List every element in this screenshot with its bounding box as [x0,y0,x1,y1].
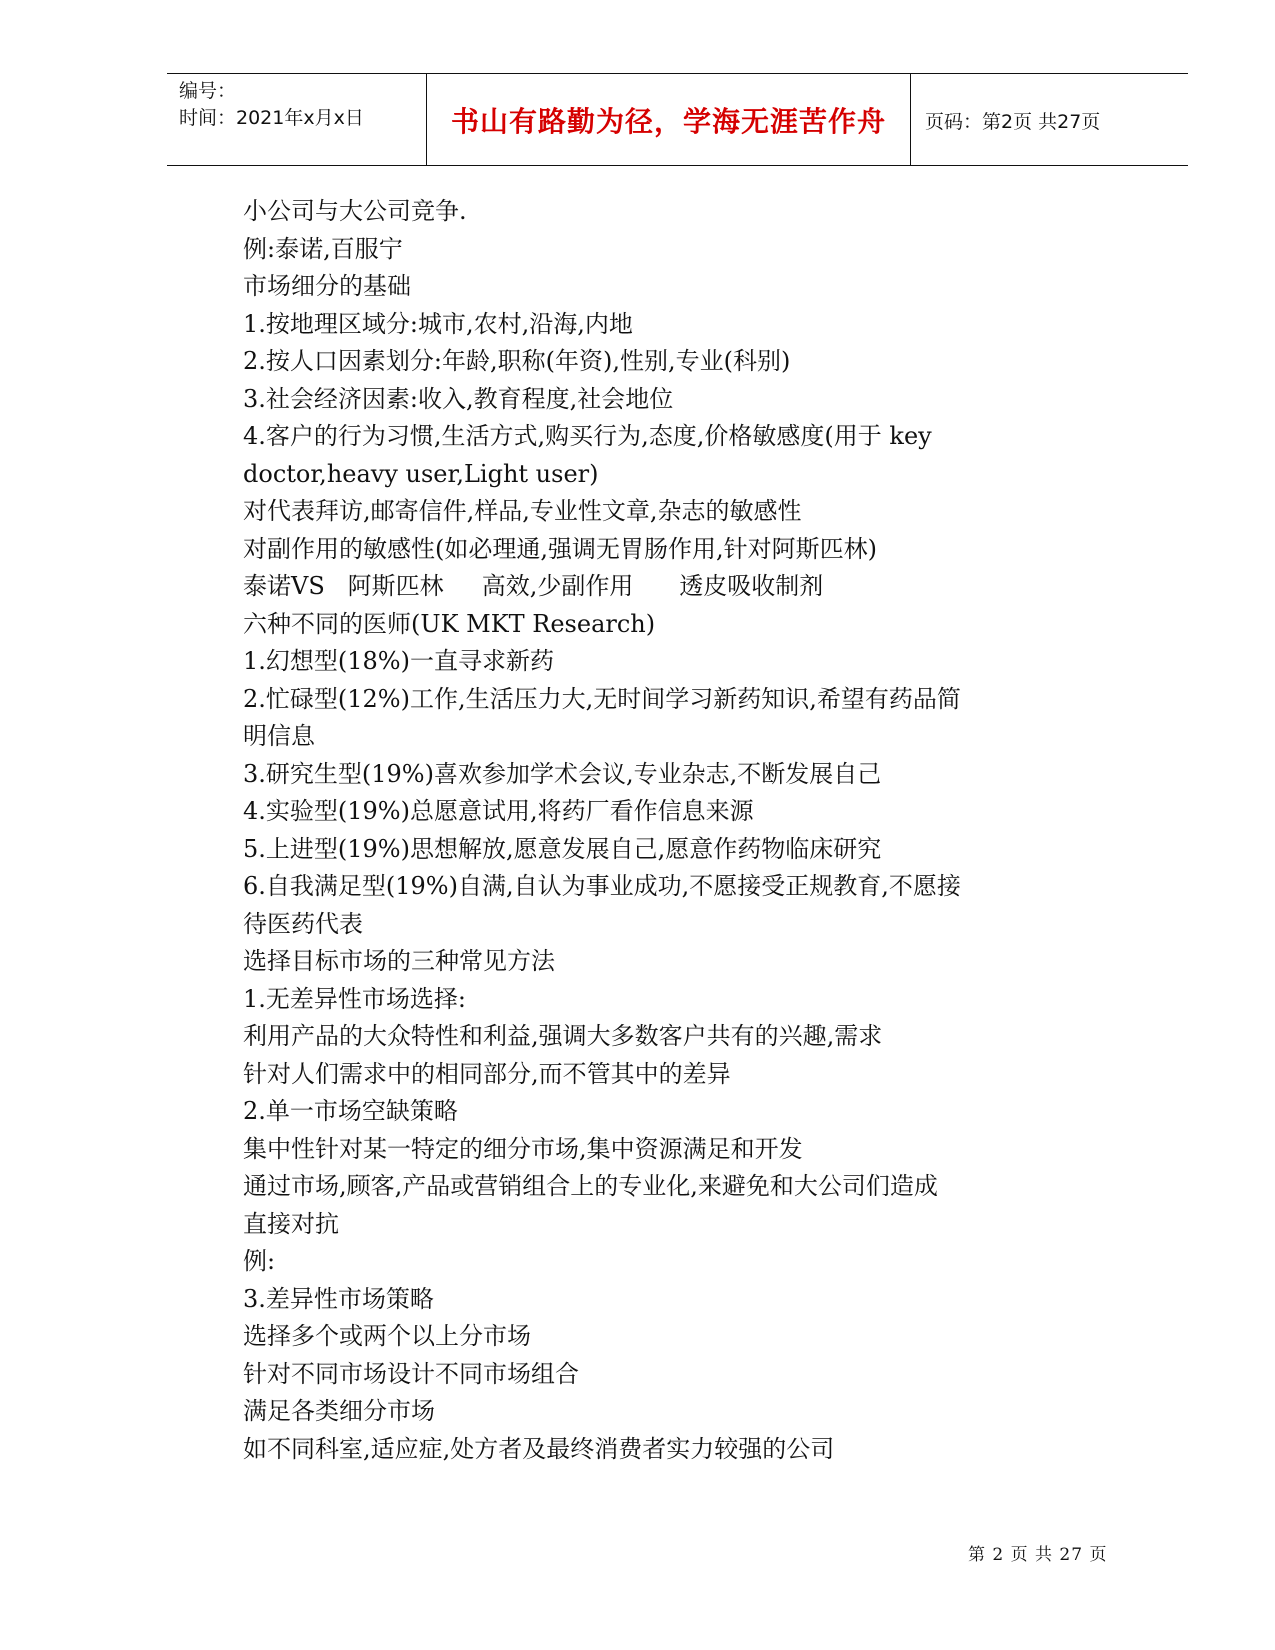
body-line: 6.自我满足型(19%)自满,自认为事业成功,不愿接受正规教育,不愿接 [243,872,961,900]
body-line: 例: [243,1247,276,1275]
body-line: 针对人们需求中的相同部分,而不管其中的差异 [243,1059,731,1088]
body-line: 直接对抗 [243,1209,339,1238]
body-line: 2.忙碌型(12%)工作,生活压力大,无时间学习新药知识,希望有药品简 [243,684,961,713]
body-line: 待医药代表 [243,909,363,938]
header-number-label: 编号： [179,80,237,102]
body-line: 针对不同市场设计不同市场组合 [243,1359,579,1388]
body-line: 小公司与大公司竞争. [243,197,467,225]
body-line: 4.客户的行为习惯,生活方式,购买行为,态度,价格敏感度(用于 key [243,422,932,450]
body-line: 例:泰诺,百服宁 [243,234,403,263]
body-line: 对副作用的敏感性(如必理通,强调无胃肠作用,针对阿斯匹林) [243,534,877,563]
document-body [243,193,1123,1468]
body-line: 选择目标市场的三种常见方法 [243,947,555,975]
body-line: doctor,heavy user,Light user) [243,459,599,488]
body-line: 3.社会经济因素:收入,教育程度,社会地位 [243,384,674,413]
body-line: 2.按人口因素划分:年龄,职称(年资),性别,专业(科别) [243,347,791,375]
body-line: 泰诺VS 阿斯匹林 高效,少副作用 透皮吸收制剂 [243,572,824,600]
body-line: 5.上进型(19%)思想解放,愿意发展自己,愿意作药物临床研究 [243,834,882,863]
header-motto: 书山有路勤为径，学海无涯苦作舟 [450,105,886,138]
body-line: 市场细分的基础 [243,272,411,300]
header-motto-cell [427,74,911,165]
body-line: 1.无差异性市场选择: [243,984,466,1013]
header-time-label: 时间：2021年x月x日 [179,107,364,129]
page-footer: 第 2 页 共 27 页 [968,1545,1108,1565]
body-line: 如不同科室,适应症,处方者及最终消费者实力较强的公司 [243,1434,835,1463]
body-line: 1.幻想型(18%)一直寻求新药 [243,647,554,675]
header-meta [167,74,427,165]
body-line: 集中性针对某一特定的细分市场,集中资源满足和开发 [243,1134,803,1163]
header-page-info: 页码：第2页 共27页 [925,111,1101,133]
body-line: 满足各类细分市场 [243,1397,435,1425]
body-line: 选择多个或两个以上分市场 [243,1322,531,1350]
document-header [167,73,1188,166]
body-line: 4.实验型(19%)总愿意试用,将药厂看作信息来源 [243,797,754,825]
body-line: 通过市场,顾客,产品或营销组合上的专业化,来避免和大公司们造成 [243,1172,938,1200]
body-line: 3.研究生型(19%)喜欢参加学术会议,专业杂志,不断发展自己 [243,759,882,788]
body-line: 3.差异性市场策略 [243,1284,434,1313]
body-line: 六种不同的医师(UK MKT Research) [243,609,656,638]
body-line: 1.按地理区域分:城市,农村,沿海,内地 [243,309,633,338]
body-line: 2.单一市场空缺策略 [243,1097,458,1125]
body-line: 利用产品的大众特性和利益,强调大多数客户共有的兴趣,需求 [243,1022,883,1050]
body-line: 对代表拜访,邮寄信件,样品,专业性文章,杂志的敏感性 [243,497,802,525]
body-line: 明信息 [243,722,315,750]
